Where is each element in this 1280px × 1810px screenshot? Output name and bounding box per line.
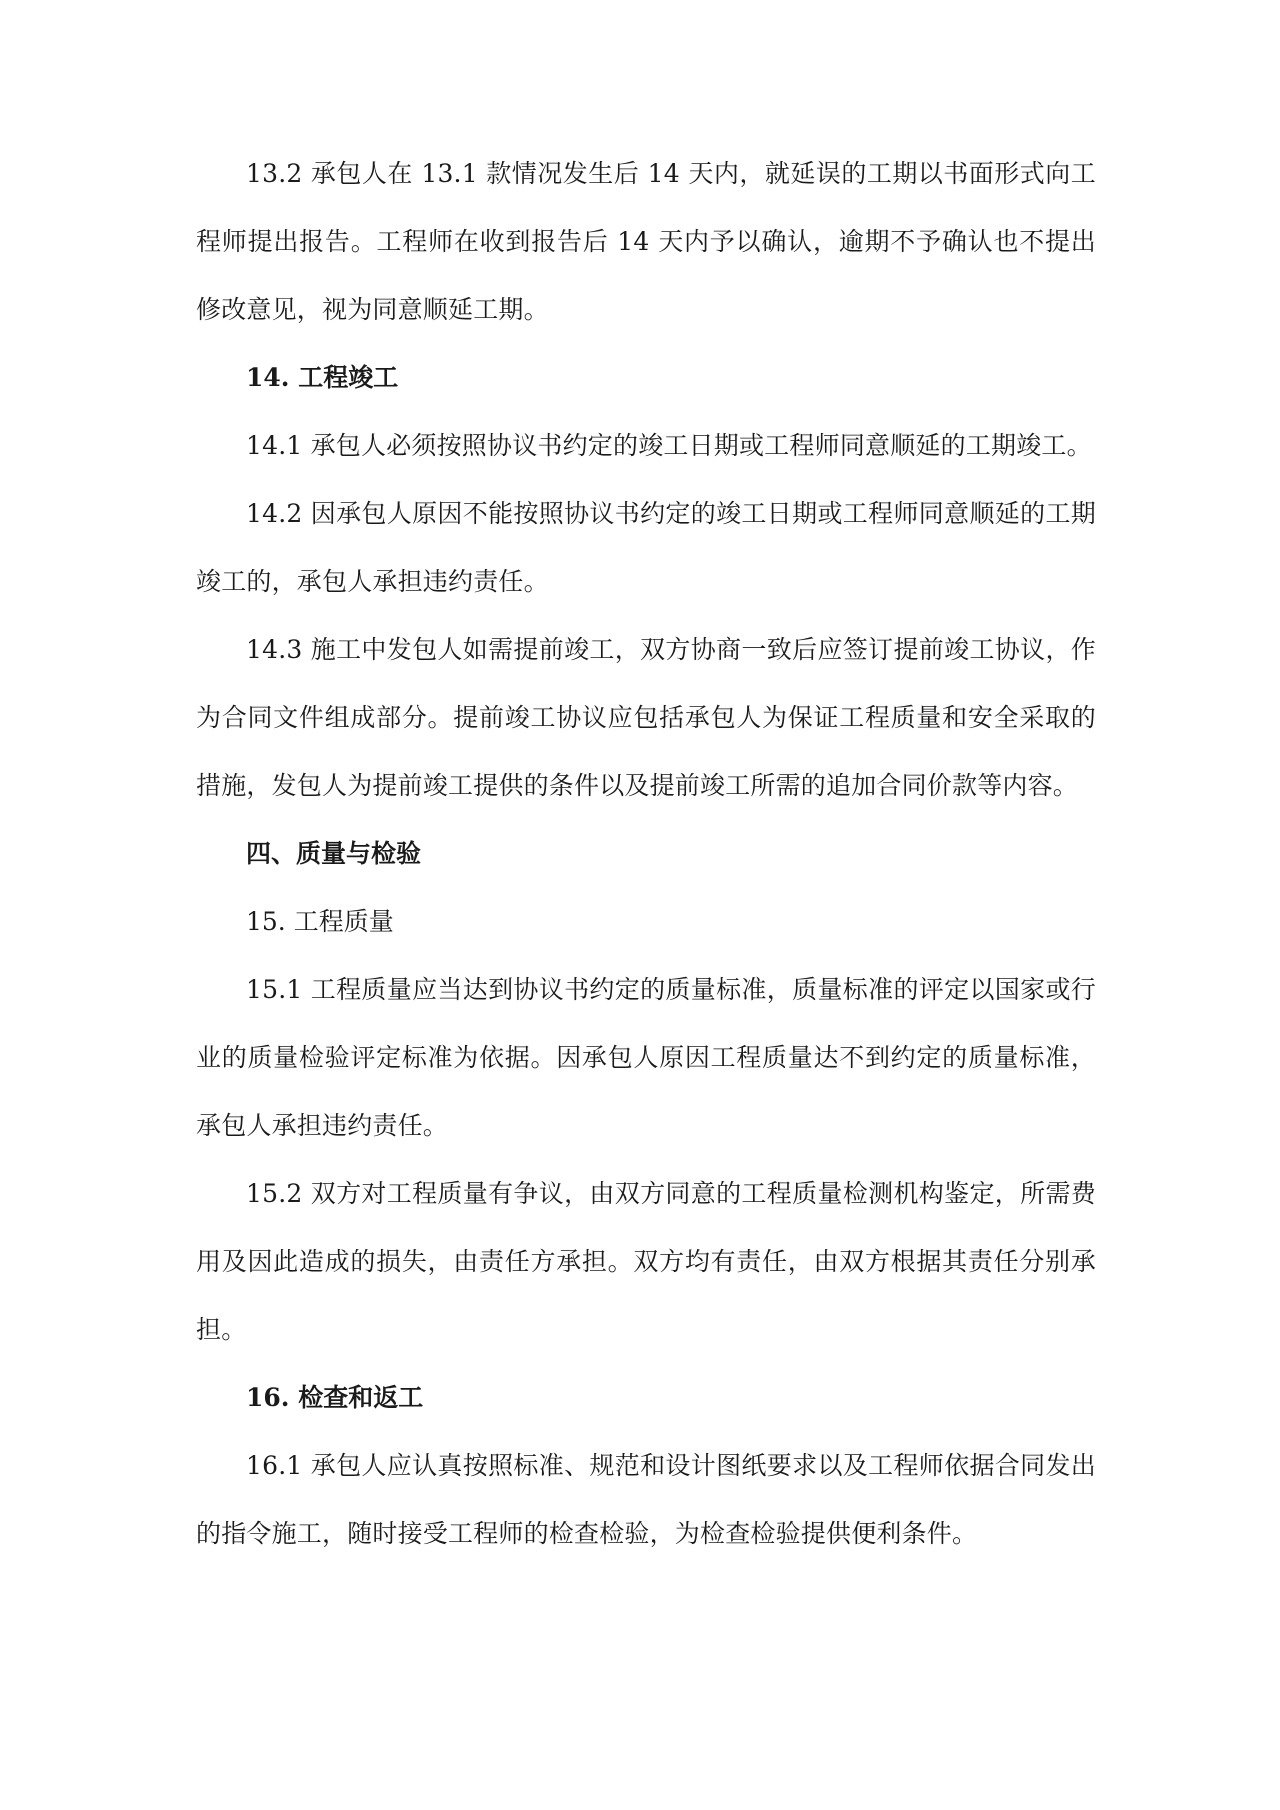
clause-15-1: 15.1 工程质量应当达到协议书约定的质量标准，质量标准的评定以国家或行业的质量检验评定标准为依据。因承包人原因工程质量达不到约定的质量标准，承包人承担违约责任。	[196, 975, 1096, 1140]
clause-14-1: 14.1 承包人必须按照协议书约定的竣工日期或工程师同意顺延的工期竣工。	[246, 431, 1092, 460]
chapter-4-title: 四、质量与检验	[246, 839, 422, 868]
clause-16-1: 16.1 承包人应认真按照标准、规范和设计图纸要求以及工程师依据合同发出的指令施工，随时接受工程师的检查检验，为检查检验提供便利条件。	[196, 1451, 1096, 1548]
document-page	[196, 140, 1096, 1568]
section-14-title: 14. 工程竣工	[246, 363, 399, 392]
section-15-title: 15. 工程质量	[246, 907, 394, 936]
clause-14-2: 14.2 因承包人原因不能按照协议书约定的竣工日期或工程师同意顺延的工期竣工的，承包人承担违约责任。	[196, 499, 1096, 596]
clause-15-2: 15.2 双方对工程质量有争议，由双方同意的工程质量检测机构鉴定，所需费用及因此造成的损失，由责任方承担。双方均有责任，由双方根据其责任分别承担。	[196, 1179, 1096, 1344]
section-16-title: 16. 检查和返工	[246, 1383, 424, 1412]
clause-13-2: 13.2 承包人在 13.1 款情况发生后 14 天内，就延误的工期以书面形式向工程师提出报告。工程师在收到报告后 14 天内予以确认，逾期不予确认也不提出修改意见，视为同意顺延工期。	[196, 159, 1096, 324]
clause-14-3: 14.3 施工中发包人如需提前竣工，双方协商一致后应签订提前竣工协议，作为合同文件组成部分。提前竣工协议应包括承包人为保证工程质量和安全采取的措施，发包人为提前竣工提供的条件以及提前竣工所需的追加合同价款等内容。	[196, 635, 1096, 800]
